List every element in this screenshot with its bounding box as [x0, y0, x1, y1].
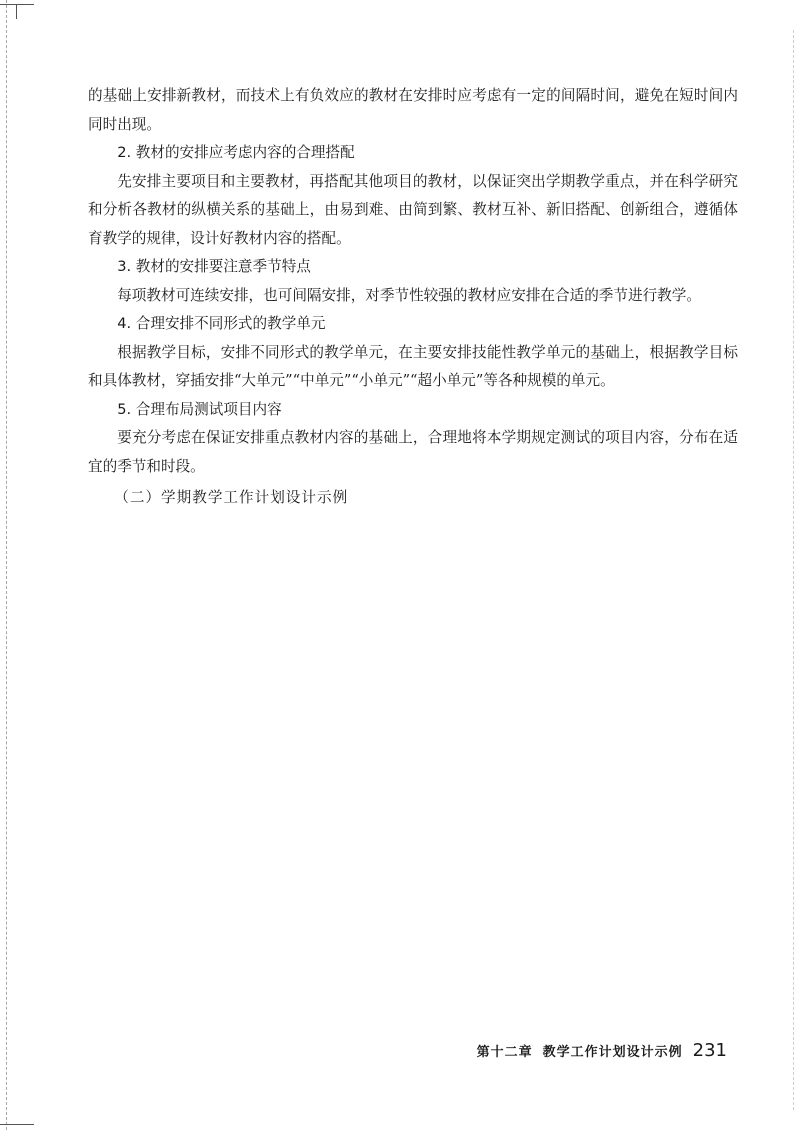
section-heading: （二）学期教学工作计划设计示例 [114, 489, 349, 506]
page-number: 231 [692, 1040, 727, 1061]
crop-mark-top [0, 4, 34, 13]
footer-chapter: 第十二章 [476, 1045, 533, 1060]
paragraph-item-5: 要充分考虑在保证安排重点教材内容的基础上，合理地将本学期规定测试的项目内容，分布在适宜的季节和时段。 [88, 429, 738, 475]
page-body [88, 82, 738, 513]
footer-title: 教学工作计划设计示例 [542, 1045, 683, 1060]
scan-edge-left [6, 0, 9, 1130]
crop-mark-bottom [0, 1124, 34, 1125]
scan-edge-right [793, 30, 795, 1110]
heading-item-3: 3. 教材的安排要注意季节特点 [117, 258, 311, 275]
heading-item-4: 4. 合理安排不同形式的教学单元 [117, 315, 326, 332]
paragraph-item-2: 先安排主要项目和主要教材，再搭配其他项目的教材，以保证突出学期教学重点，并在科学研究和分析各教材的纵横关系的基础上，由易到难、由简到繁、教材互补、新旧搭配、创新组合，遵循体育教学的规律，设计好教材内容的搭配。 [88, 172, 738, 247]
page-footer [467, 1040, 727, 1064]
paragraph-continued: 的基础上安排新教材，而技术上有负效应的教材在安排时应考虑有一定的间隔时间，避免在短时间内同时出现。 [88, 87, 738, 133]
heading-item-2: 2. 教材的安排应考虑内容的合理搭配 [117, 144, 355, 161]
paragraph-item-3: 每项教材可连续安排，也可间隔安排，对季节性较强的教材应安排在合适的季节进行教学。 [117, 286, 701, 304]
heading-item-5: 5. 合理布局测试项目内容 [117, 400, 282, 418]
paragraph-item-4: 根据教学目标，安排不同形式的教学单元，在主要安排技能性教学单元的基础上，根据教学目标和具体教材，穿插安排“大单元”“中单元”“小单元”“超小单元”等各种规模的单元。 [88, 343, 738, 389]
